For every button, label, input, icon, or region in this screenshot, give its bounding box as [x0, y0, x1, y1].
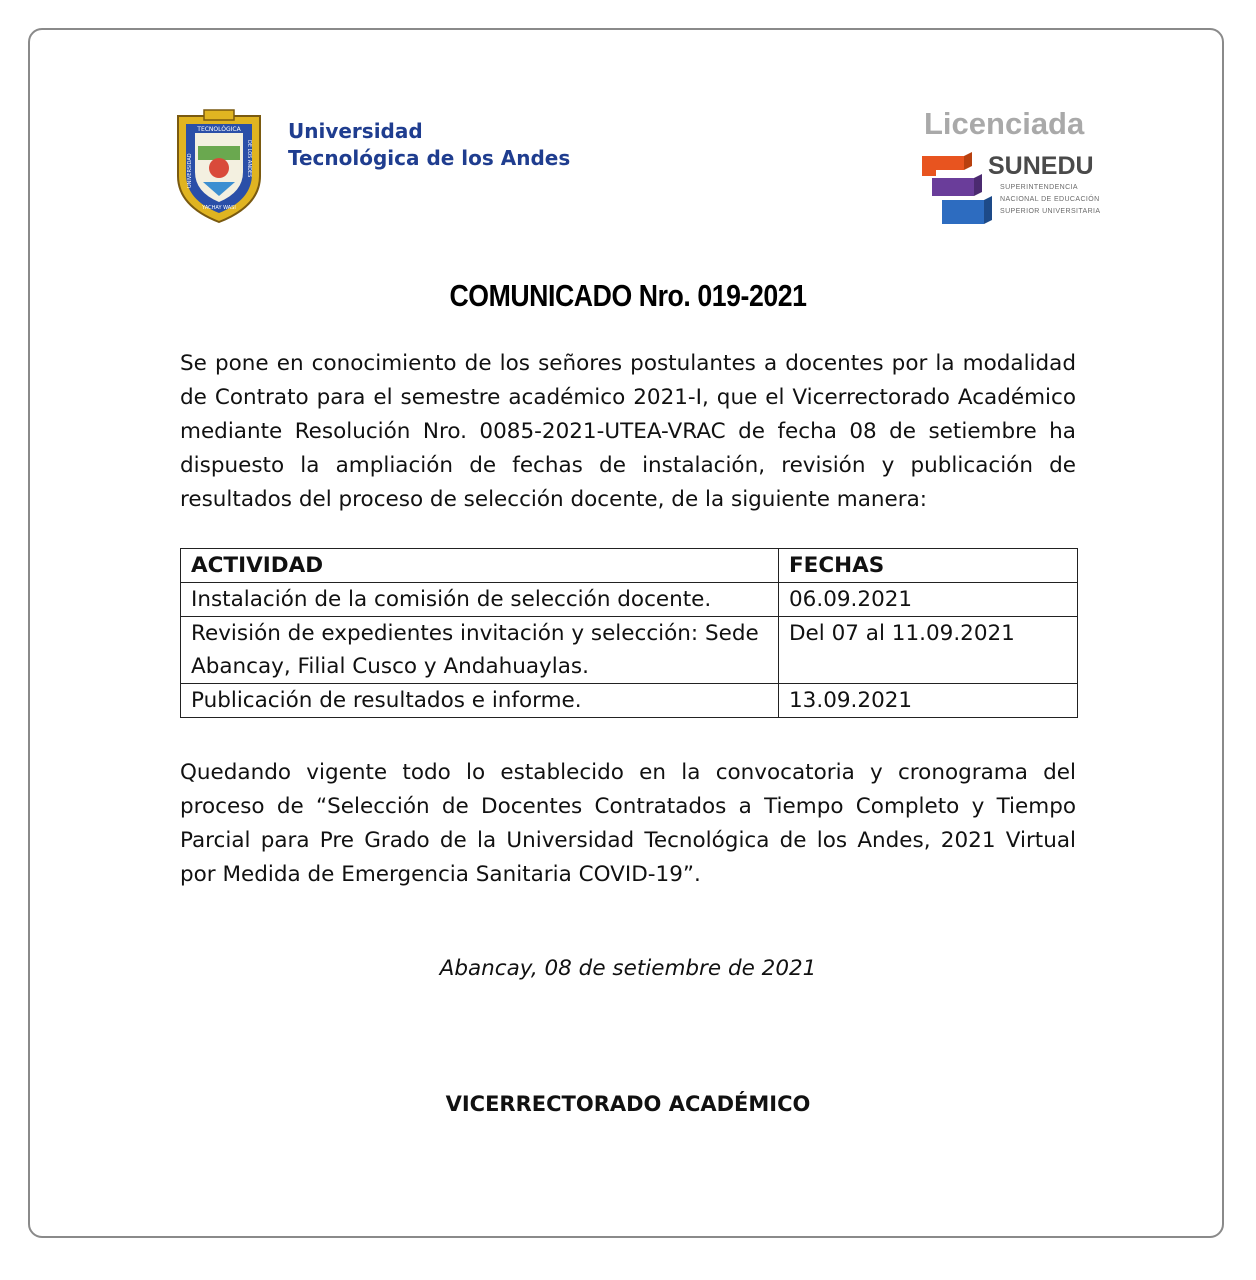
sunedu-subtitle-line1: SUPERINTENDENCIA — [1000, 184, 1078, 191]
sunedu-subtitle — [1000, 182, 1100, 218]
sunedu-subtitle-line3: SUPERIOR UNIVERSITARIA — [1000, 208, 1101, 215]
seal-text-top: TECNOLÓGICA — [197, 126, 241, 133]
seal-text-bottom: YACHAY WASI — [202, 205, 236, 211]
seal-text-right: DE LOS ANDES — [246, 140, 252, 178]
table-header-row — [181, 549, 1078, 583]
place-date: Abancay, 08 de setiembre de 2021 — [439, 956, 817, 981]
licensed-label: Licenciada — [924, 106, 1085, 141]
table-header-dates: FECHAS — [779, 549, 1078, 583]
university-name — [288, 118, 570, 172]
sunedu-subtitle-line2: NACIONAL DE EDUCACIÓN — [1000, 196, 1100, 203]
university-seal-logo — [168, 106, 270, 224]
intro-paragraph: Se pone en conocimiento de los señores postulantes a docentes por la modalidad de Contrato para el semestre académico 2021-I, que el Vicerrectorado Académico mediante Resolución Nro. 0085-2021-UTEA-VRAC de fecha 08 de setiembre ha dispuesto la ampliación de fechas de instalación, revisión y publicación de resultados del proceso de selección docente, de la siguiente manera: — [180, 351, 1076, 512]
university-name-line1: Universidad — [288, 119, 423, 143]
document-title: COMUNICADO Nro. 019-2021 — [449, 278, 807, 313]
university-name-line2: Tecnológica de los Andes — [288, 146, 571, 170]
activity-cell: Publicación de resultados e informe. — [181, 684, 779, 718]
activity-cell: Revisión de expedientes invitación y selección: Sede Abancay, Filial Cusco y Andahuaylas. — [181, 617, 779, 684]
date-cell: 06.09.2021 — [779, 583, 1078, 617]
signature: VICERRECTORADO ACADÉMICO — [445, 1092, 811, 1116]
table-row — [181, 617, 1078, 684]
activity-cell: Instalación de la comisión de selección docente. — [181, 583, 779, 617]
closing-paragraph: Quedando vigente todo lo establecido en la convocatoria y cronograma del proceso de “Selección de Docentes Contratados a Tiempo Completo y Tiempo Parcial para Pre Grado de la Universidad Tecnológica de los Andes, 2021 Virtual por Medida de Emergencia Sanitaria COVID-19”. — [180, 760, 1076, 887]
table-row — [181, 684, 1078, 718]
date-cell: Del 07 al 11.09.2021 — [779, 617, 1078, 684]
sunedu-name: SUNEDU — [988, 152, 1094, 180]
date-cell: 13.09.2021 — [779, 684, 1078, 718]
sunedu-logo-icon — [918, 152, 994, 228]
seal-text-left: UNIVERSIDAD — [187, 153, 193, 188]
table-row — [181, 583, 1078, 617]
table-header-activity: ACTIVIDAD — [181, 549, 779, 583]
schedule-table — [180, 548, 1078, 718]
